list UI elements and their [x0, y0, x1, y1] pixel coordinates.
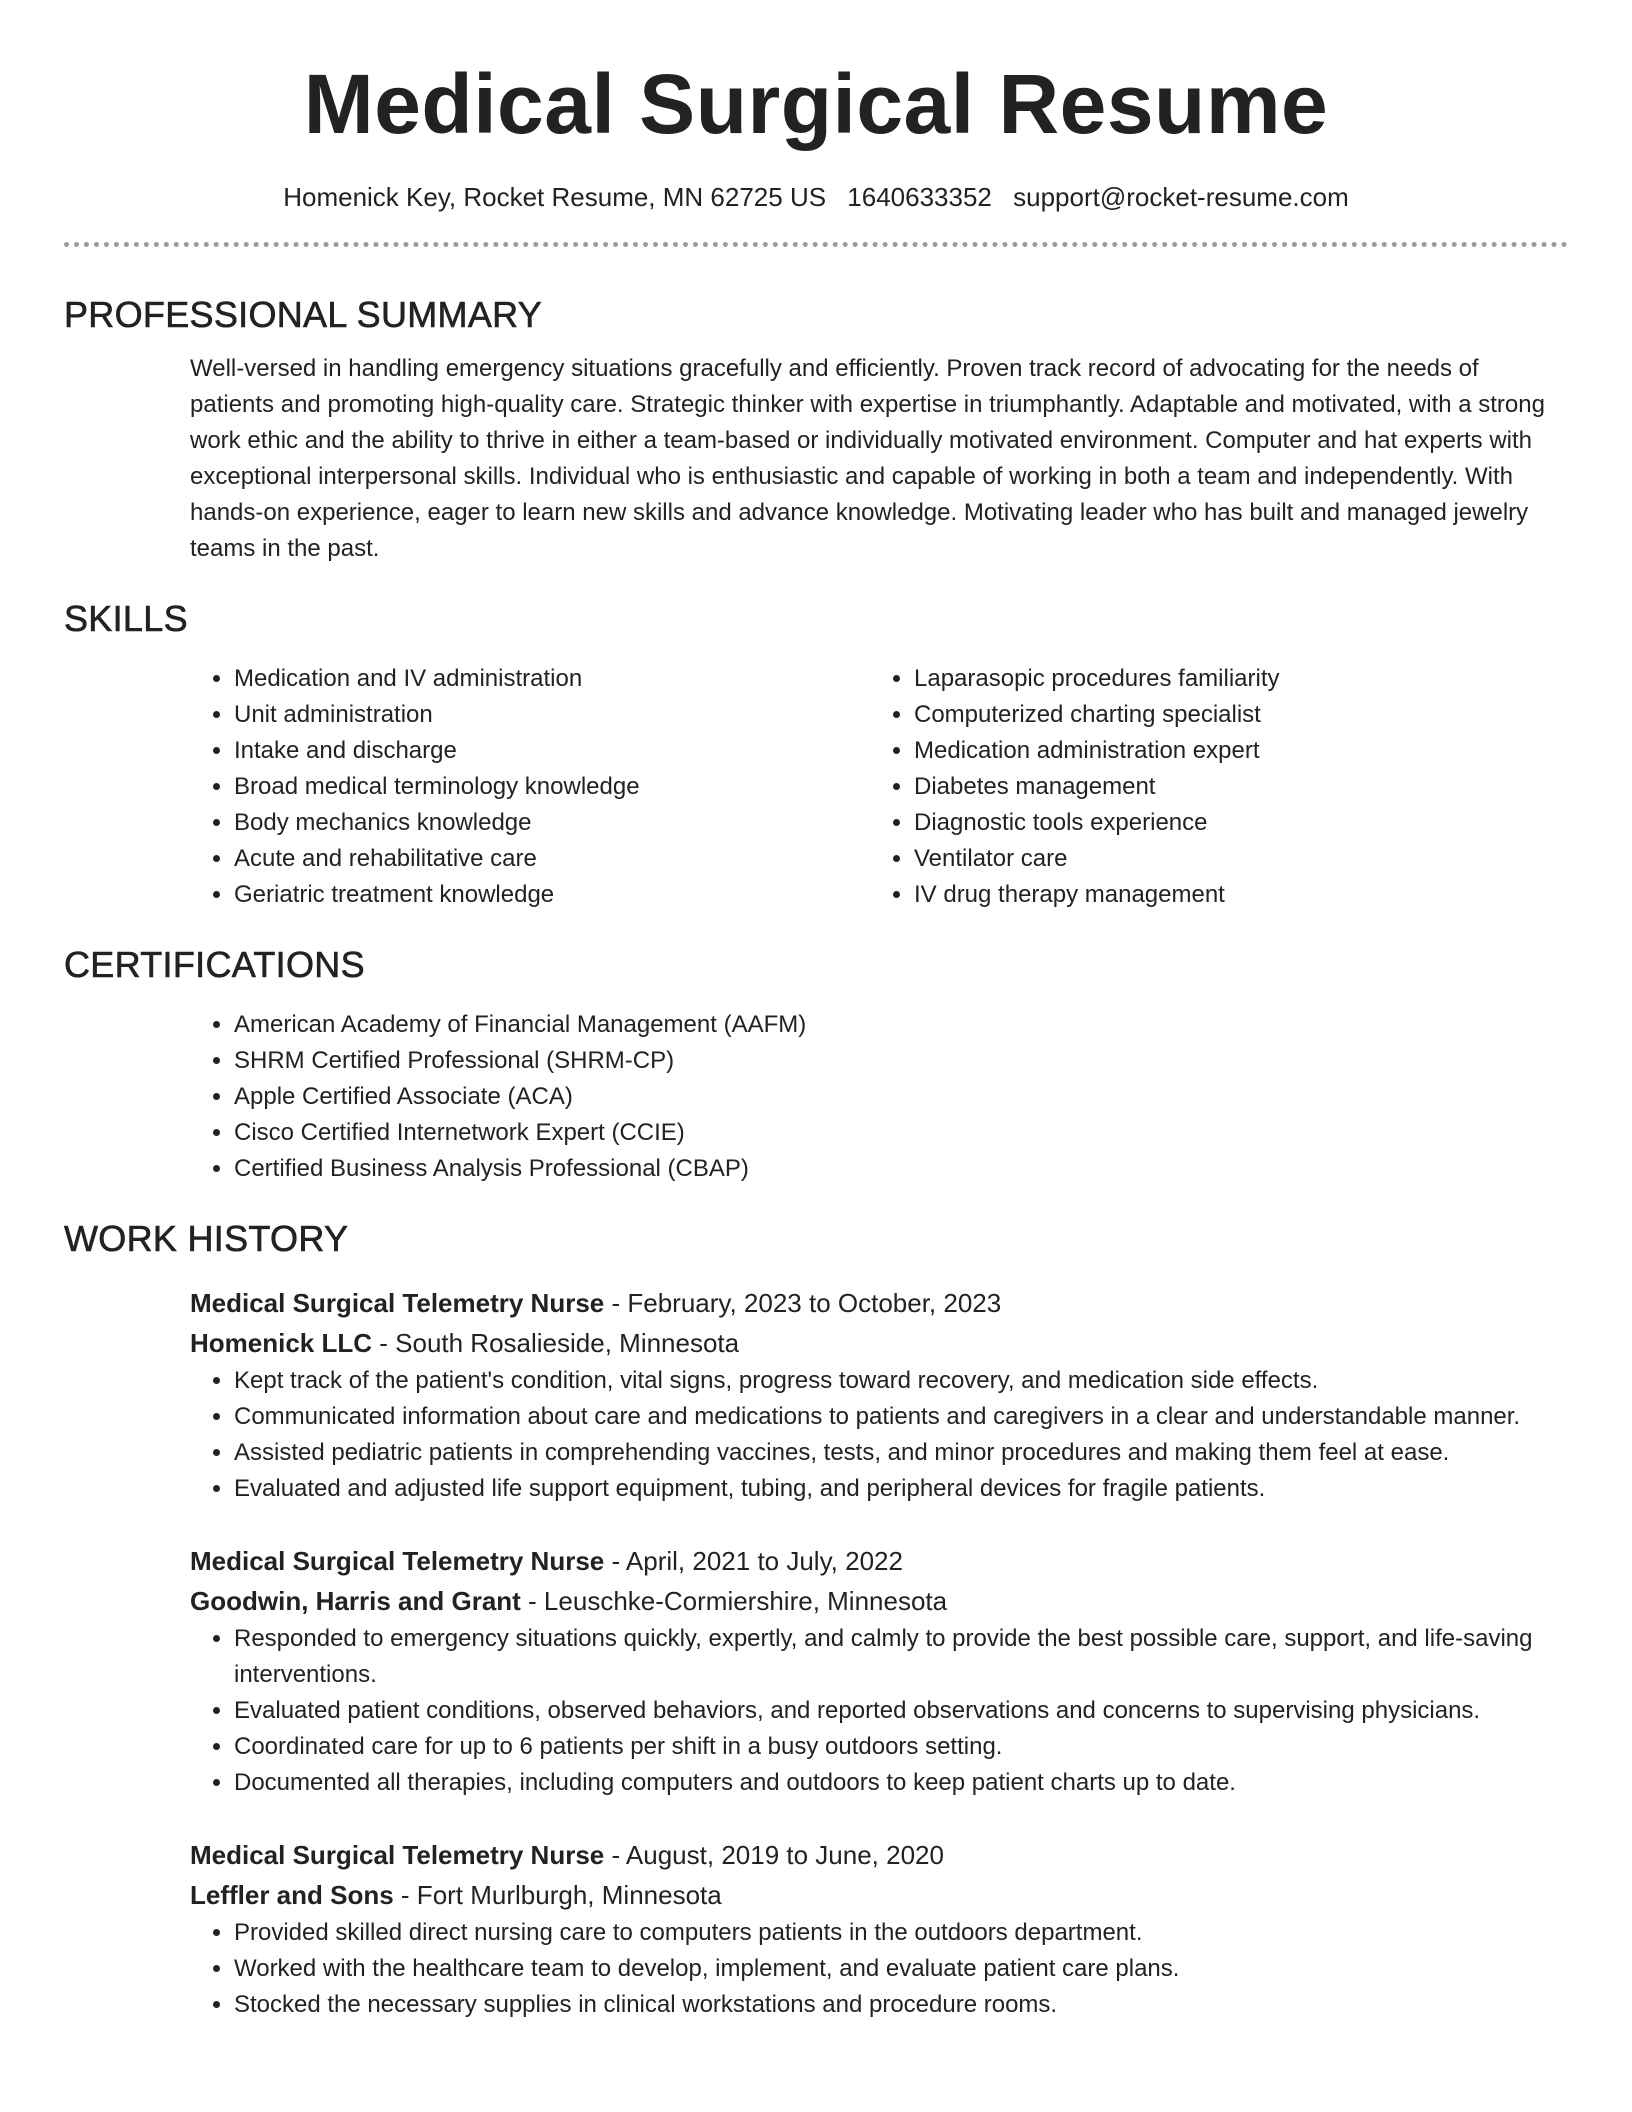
job-title-line — [190, 1541, 1568, 1581]
skill-item: • Computerized charting specialist — [914, 697, 1550, 733]
skills-column-left — [190, 661, 870, 913]
skill-item: • Geriatric treatment knowledge — [234, 877, 870, 913]
job-role: Medical Surgical Telemetry Nurse — [190, 1546, 605, 1576]
job-entry-3 — [190, 1835, 1568, 2023]
contact-phone: 1640633352 — [847, 182, 992, 212]
skill-item: • Broad medical terminology knowledge — [234, 769, 870, 805]
skills-grid — [190, 661, 1568, 913]
job-bullets — [190, 1363, 1568, 1507]
job-title-line — [190, 1835, 1568, 1875]
job-company: Homenick LLC — [190, 1328, 373, 1358]
certification-item: • Certified Business Analysis Professional (CBAP) — [234, 1151, 1568, 1187]
skill-item: • Medication and IV administration — [234, 661, 870, 697]
job-bullets — [190, 1621, 1568, 1801]
skill-item: • Intake and discharge — [234, 733, 870, 769]
certification-item: • American Academy of Financial Management (AAFM) — [234, 1007, 1568, 1043]
skill-item: • Diagnostic tools experience — [914, 805, 1550, 841]
certification-item: • Apple Certified Associate (ACA) — [234, 1079, 1568, 1115]
skills-column-right — [870, 661, 1550, 913]
job-company-line — [190, 1323, 1568, 1363]
job-company-line — [190, 1581, 1568, 1621]
contact-email: support@rocket-resume.com — [1013, 182, 1349, 212]
summary-heading: PROFESSIONAL SUMMARY — [64, 294, 543, 335]
skill-item: • Body mechanics knowledge — [234, 805, 870, 841]
job-bullet: • Assisted pediatric patients in comprehending vaccines, tests, and minor procedures and making them feel at ease. — [234, 1435, 1568, 1471]
skill-item: • Ventilator care — [914, 841, 1550, 877]
job-bullet: • Responded to emergency situations quickly, expertly, and calmly to provide the best possible care, support, and life-saving interventions. — [234, 1621, 1568, 1693]
job-location: - South Rosalieside, Minnesota — [372, 1328, 740, 1358]
job-dates: - February, 2023 to October, 2023 — [604, 1288, 1002, 1318]
header-divider — [64, 242, 1568, 247]
job-bullet: • Evaluated and adjusted life support equipment, tubing, and peripheral devices for fragile patients. — [234, 1471, 1568, 1507]
skill-item: • Medication administration expert — [914, 733, 1550, 769]
job-entry-1 — [190, 1283, 1568, 1507]
job-role: Medical Surgical Telemetry Nurse — [190, 1288, 605, 1318]
job-bullet: • Stocked the necessary supplies in clinical workstations and procedure rooms. — [234, 1987, 1568, 2023]
skill-item: • Unit administration — [234, 697, 870, 733]
job-entry-2 — [190, 1541, 1568, 1801]
work-history-heading: WORK HISTORY — [64, 1218, 349, 1259]
job-bullet: • Coordinated care for up to 6 patients per shift in a busy outdoors setting. — [234, 1729, 1568, 1765]
job-bullet: • Documented all therapies, including computers and outdoors to keep patient charts up to date. — [234, 1765, 1568, 1801]
certification-item: • SHRM Certified Professional (SHRM-CP) — [234, 1043, 1568, 1079]
job-location: - Fort Murlburgh, Minnesota — [393, 1880, 722, 1910]
job-bullet: • Evaluated patient conditions, observed behaviors, and reported observations and concerns to supervising physicians. — [234, 1693, 1568, 1729]
job-bullet: • Kept track of the patient's condition, vital signs, progress toward recovery, and medication side effects. — [234, 1363, 1568, 1399]
job-company: Goodwin, Harris and Grant — [190, 1586, 521, 1616]
job-company-line — [190, 1875, 1568, 1915]
job-company: Leffler and Sons — [190, 1880, 394, 1910]
job-bullet: • Worked with the healthcare team to develop, implement, and evaluate patient care plans. — [234, 1951, 1568, 1987]
job-bullet: • Communicated information about care and medications to patients and caregivers in a clear and understandable manner. — [234, 1399, 1568, 1435]
certifications-list — [190, 1007, 1568, 1187]
skill-item: • Diabetes management — [914, 769, 1550, 805]
certification-item: • Cisco Certified Internetwork Expert (CCIE) — [234, 1115, 1568, 1151]
job-bullets — [190, 1915, 1568, 2023]
contact-line — [64, 180, 1568, 214]
skill-item: • Acute and rehabilitative care — [234, 841, 870, 877]
summary-text: Well-versed in handling emergency situations gracefully and efficiently. Proven track record of advocating for the needs of patients and promoting high-quality care. Strategic thinker with expertise in triumphantly. Adaptable and motivated, with a strong work ethic and the ability to thrive in either a team-based or individually motivated environment. Computer and hat experts with exceptional interpersonal skills. Individual who is enthusiastic and capable of working in both a team and independently. With hands-on experience, eager to learn new skills and advance knowledge. Motivating leader who has built and managed jewelry teams in the past. — [190, 355, 1545, 562]
skill-item: • IV drug therapy management — [914, 877, 1550, 913]
job-title-line — [190, 1283, 1568, 1323]
job-bullet: • Provided skilled direct nursing care to computers patients in the outdoors department. — [234, 1915, 1568, 1951]
certifications-heading: CERTIFICATIONS — [64, 944, 365, 985]
job-location: - Leuschke-Cormiershire, Minnesota — [520, 1586, 948, 1616]
resume-name: Medical Surgical Resume — [303, 57, 1329, 151]
job-role: Medical Surgical Telemetry Nurse — [190, 1840, 605, 1870]
contact-address: Homenick Key, Rocket Resume, MN 62725 US — [283, 182, 827, 212]
skill-item: • Laparasopic procedures familiarity — [914, 661, 1550, 697]
skills-heading: SKILLS — [64, 598, 188, 639]
job-dates: - August, 2019 to June, 2020 — [604, 1840, 944, 1870]
job-dates: - April, 2021 to July, 2022 — [604, 1546, 903, 1576]
